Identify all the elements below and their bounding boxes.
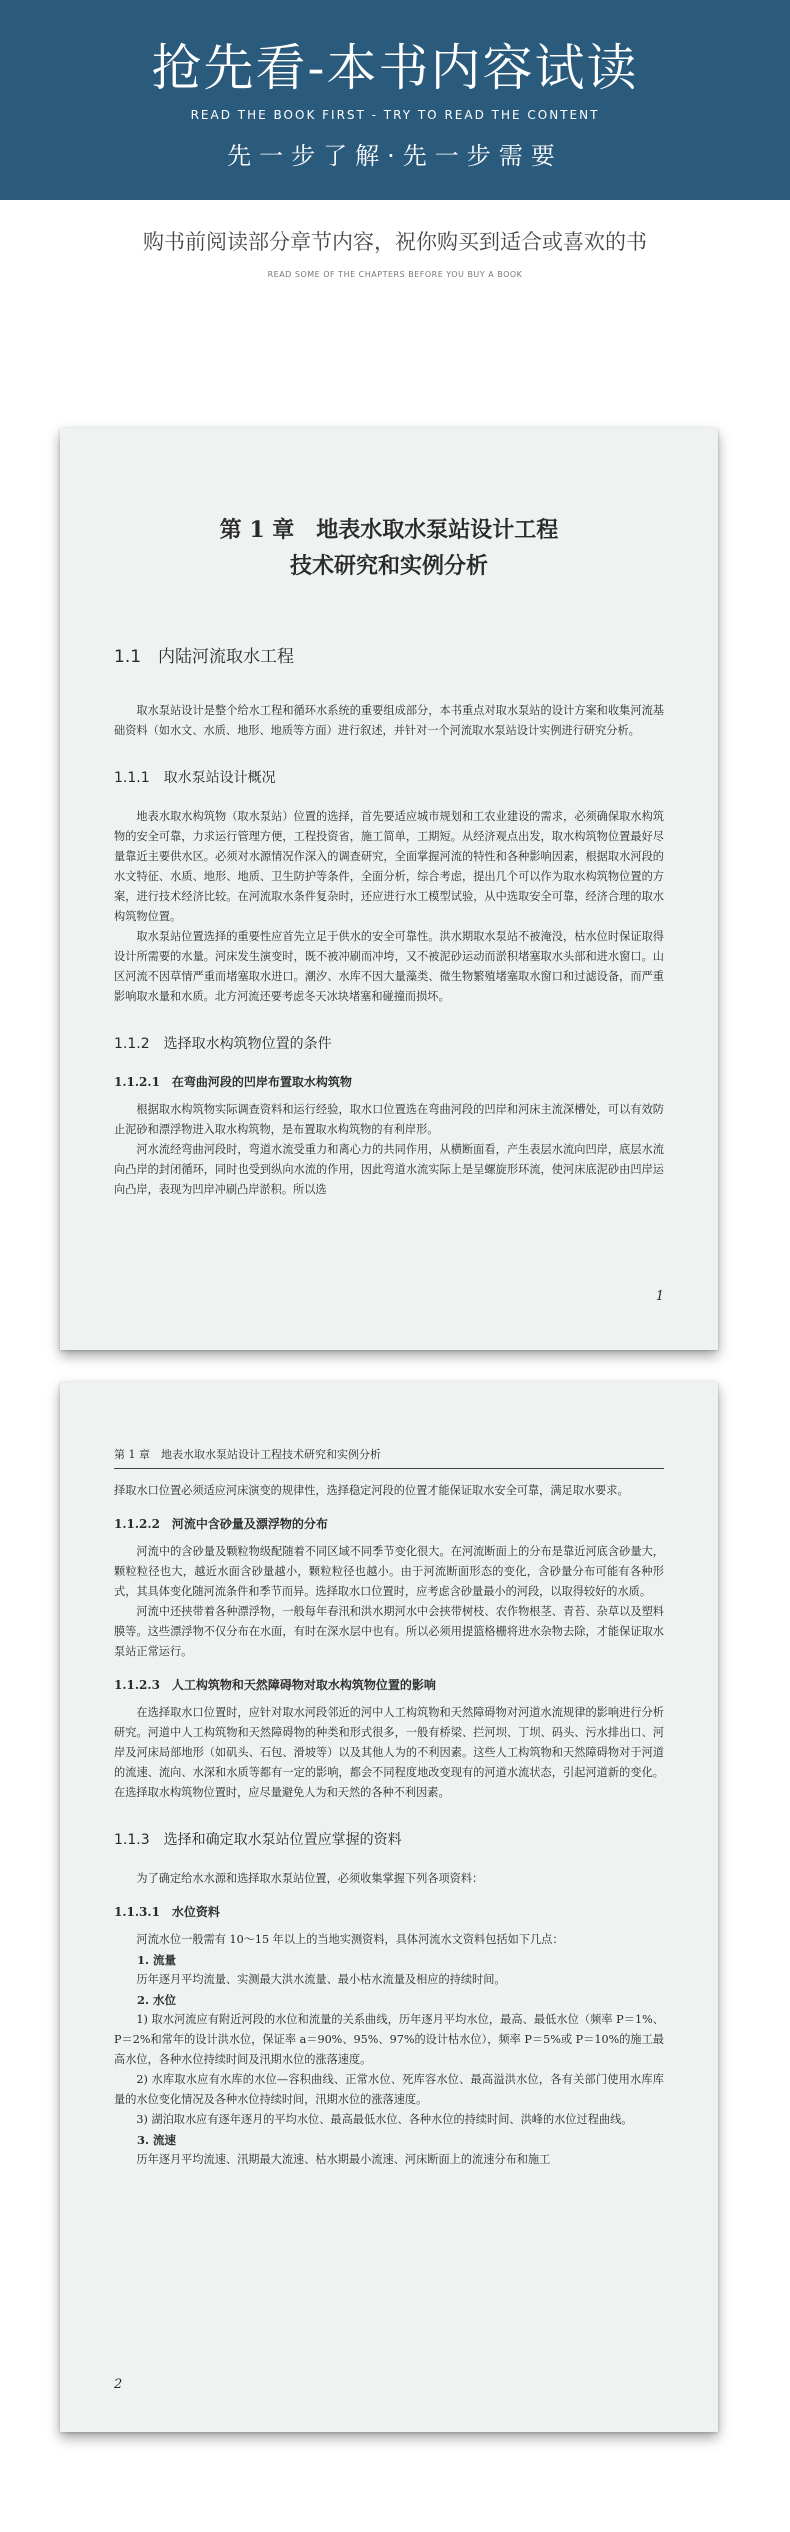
paragraph: 历年逐月平均流速、汛期最大流速、枯水期最小流速、河床断面上的流速分布和施工 <box>136 2153 551 2166</box>
paragraph: 河流水位一般需有 10～15 年以上的当地实测资料，具体河流水文资料包括如下几点： <box>136 1933 564 1946</box>
paragraph: 取水泵站位置选择的重要性应首先立足于供水的安全可靠性。洪水期取水泵站不被淹没，枯水位时保证取得设计所需要的水量。河床发生演变时，既不被冲刷而冲垮，又不被泥砂运动而淤积堵塞取水头部和进水窗口。山区河流不因草情严重而堵塞取水进口。潮汐、水库不因大量藻类、微生物繁殖堵塞取水窗口和过滤设备，而严重影响取水量和水质。北方河流还要考虑冬天冰块堵塞和碰撞而损坏。 <box>114 930 664 1003</box>
banner-subtitle-en: READ THE BOOK FIRST - TRY TO READ THE CONTENT <box>190 108 600 122</box>
paragraph: 河流中的含砂量及颗粒物级配随着不同区域不同季节变化很大。在河流断面上的分布是靠近河底含砂量大，颗粒粒径也大，越近水面含砂量越小，颗粒粒径也越小。由于河流断面形态的变化，含砂量分布可能有各种形式，其具体变化随河流条件和季节而异。选择取水口位置时，应考虑含砂量最小的河段，以取得较好的水质。 <box>114 1545 664 1598</box>
running-header: 第 1 章 地表水取水泵站设计工程技术研究和实例分析 <box>114 1446 664 1469</box>
page-number: 1 <box>655 1289 664 1304</box>
paragraph: 在选择取水口位置时，应针对取水河段邻近的河中人工构筑物和天然障碍物对河道水流规律的影响进行分析研究。河道中人工构筑物和天然障碍物的种类和形式很多，一般有桥梁、拦河坝、丁坝、码头、污水排出口、河岸及河床局部地形（如矶头、石包、滑坡等）以及其他人为的不利因素。这些人工构筑物和天然障碍物对于河道的流速、流向、水深和水质等都有一定的影响，都会不同程度地改变现有的河道水流状态，引起河道新的变化。在选择取水构筑物位置时，应尽量避免人为和天然的各种不利因素。 <box>114 1706 664 1799</box>
book-page-1 <box>60 428 718 1350</box>
banner-slogan: 先一步了解·先一步需要 <box>227 142 563 170</box>
page-number: 2 <box>114 2377 123 2392</box>
paragraph: 地表水取水构筑物（取水泵站）位置的选择，首先要适应城市规划和工农业建设的需求，必须确保取水构筑物的安全可靠，力求运行管理方便，工程投资省，施工简单，工期短。从经济观点出发，取水构筑物位置最好尽量靠近主要供水区。必须对水源情况作深入的调查研究，全面掌握河流的特性和各种影响因素，根据取水河段的水文特征、水质、地形、地质、卫生防护等条件，全面分析，综合考虑，提出几个可以作为取水构筑物位置的方案，进行技术经济比较。在河流取水条件复杂时，还应进行水工模型试验，从中选取安全可靠，经济合理的取水构筑物位置。 <box>114 810 664 923</box>
chapter-title-line1: 第 1 章 地表水取水泵站设计工程 <box>219 517 559 543</box>
section-heading-1-1: 1.1 内陆河流取水工程 <box>114 647 295 667</box>
intro-text-en: READ SOME OF THE CHAPTERS BEFORE YOU BUY A BOOK <box>267 270 523 279</box>
chapter-title <box>114 512 664 584</box>
paragraph: 为了确定给水水源和选择取水泵站位置，必须收集掌握下列各项资料： <box>136 1872 484 1885</box>
section-heading-1-1-2: 1.1.2 选择取水构筑物位置的条件 <box>114 1036 332 1052</box>
section-heading-1-1-3: 1.1.3 选择和确定取水泵站位置应掌握的资料 <box>114 1832 402 1848</box>
paragraph: 2) 水库取水应有水库的水位—容积曲线、正常水位、死库容水位、最高溢洪水位，各有关部门使用水库库量的水位变化情况及各种水位持续时间，汛期水位的涨落速度。 <box>114 2073 664 2106</box>
paragraph: 根据取水构筑物实际调查资料和运行经验，取水口位置选在弯曲河段的凹岸和河床主流深槽处，可以有效防止泥砂和漂浮物进入取水构筑物，是布置取水构筑物的有利岸形。 <box>114 1103 664 1136</box>
section-heading-1-1-2-1: 1.1.2.1 在弯曲河段的凹岸布置取水构筑物 <box>114 1075 352 1089</box>
paragraph: 历年逐月平均流量、实测最大洪水流量、最小枯水流量及相应的持续时间。 <box>136 1973 506 1986</box>
list-heading-water-level: 2. 水位 <box>137 1993 177 2007</box>
list-heading-velocity: 3. 流速 <box>137 2133 177 2147</box>
paragraph: 3) 湖泊取水应有逐年逐月的平均水位、最高最低水位、各种水位的持续时间、洪峰的水位过程曲线。 <box>136 2113 633 2126</box>
chapter-title-line2: 技术研究和实例分析 <box>289 553 488 579</box>
list-heading-flow: 1. 流量 <box>137 1953 177 1967</box>
paragraph: 河流中还挟带着各种漂浮物，一般每年春汛和洪水期河水中会挟带树枝、农作物根茎、青苔、杂草以及塑料膜等。这些漂浮物不仅分布在水面，有时在深水层中也有。所以必须用提篮格栅将进水杂物去除，才能保证取水泵站正常运行。 <box>114 1605 664 1658</box>
banner-title: 抢先看-本书内容试读 <box>151 39 639 97</box>
paragraph: 1) 取水河流应有附近河段的水位和流量的关系曲线，历年逐月平均水位，最高、最低水位（频率 P＝1%、P＝2%和常年的设计洪水位，保证率 a＝90%、95%、97%的设计枯水位），频率 P＝5%或 P＝10%的施工最高水位，各种水位持续时间及汛期水位的涨落速度。 <box>114 2013 664 2066</box>
header-banner <box>0 0 790 200</box>
intro-text-cn: 购书前阅读部分章节内容，祝你购买到适合或喜欢的书 <box>143 230 647 254</box>
paragraph: 择取水口位置必须适应河床演变的规律性，选择稳定河段的位置才能保证取水安全可靠，满足取水要求。 <box>114 1484 629 1497</box>
section-heading-1-1-1: 1.1.1 取水泵站设计概况 <box>114 770 276 786</box>
section-heading-1-1-3-1: 1.1.3.1 水位资料 <box>114 1905 220 1919</box>
section-heading-1-1-2-3: 1.1.2.3 人工构筑物和天然障碍物对取水构筑物位置的影响 <box>114 1678 436 1692</box>
paragraph: 取水泵站设计是整个给水工程和循环水系统的重要组成部分，本书重点对取水泵站的设计方案和收集河流基础资料（如水文、水质、地形、地质等方面）进行叙述，并针对一个河流取水泵站设计实例进行研究分析。 <box>114 704 664 737</box>
book-page-2 <box>60 1382 718 2432</box>
paragraph: 河水流经弯曲河段时，弯道水流受重力和离心力的共同作用，从横断面看，产生表层水流向凹岸，底层水流向凸岸的封闭循环，同时也受到纵向水流的作用，因此弯道水流实际上是呈螺旋形环流，使河床底泥砂由凹岸运向凸岸，表现为凹岸冲刷凸岸淤积。所以选 <box>114 1143 664 1196</box>
section-heading-1-1-2-2: 1.1.2.2 河流中含砂量及漂浮物的分布 <box>114 1517 328 1531</box>
